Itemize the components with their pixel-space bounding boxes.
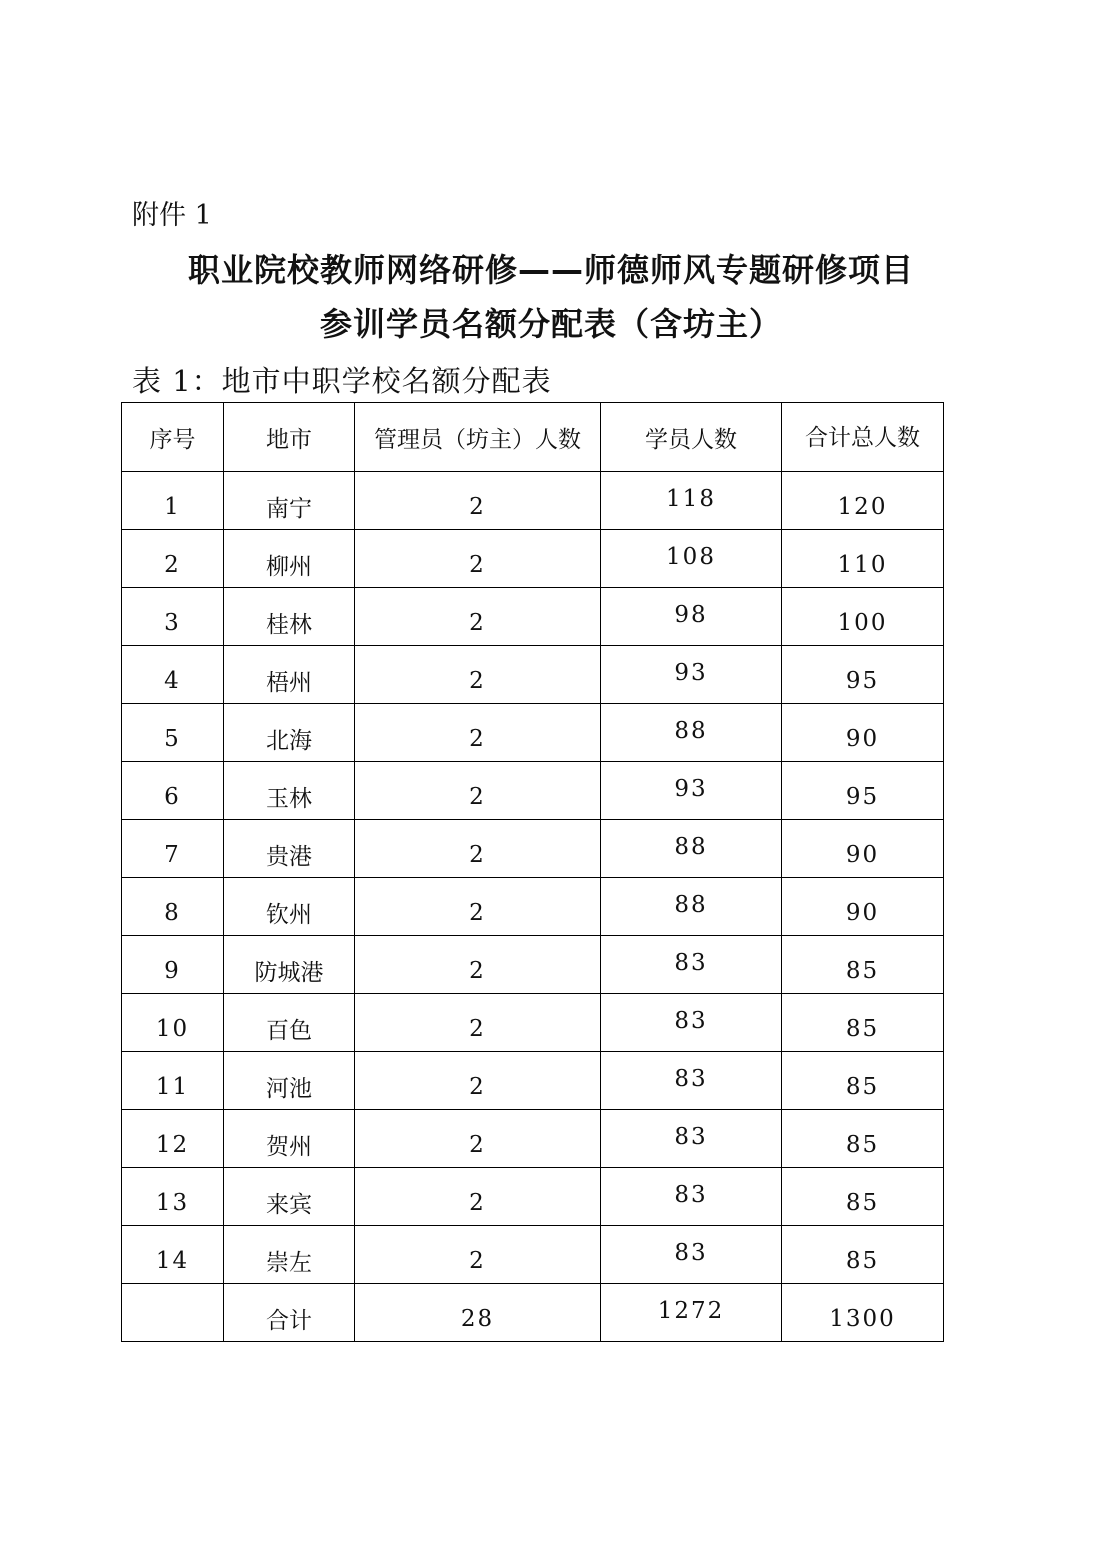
cell-student-count: 83	[601, 1226, 782, 1284]
cell-total-count: 85	[782, 1110, 944, 1168]
cell-total-count: 85	[782, 1226, 944, 1284]
cell-city: 柳州	[224, 530, 355, 588]
table-row	[122, 936, 944, 994]
cell-student-count: 98	[601, 588, 782, 646]
cell-serial-number: 13	[122, 1168, 224, 1226]
cell-student-count: 118	[601, 472, 782, 530]
table-row	[122, 820, 944, 878]
cell-serial-number	[122, 1284, 224, 1342]
cell-city: 北海	[224, 704, 355, 762]
cell-student-count: 88	[601, 878, 782, 936]
cell-total-count: 120	[782, 472, 944, 530]
cell-serial-number: 7	[122, 820, 224, 878]
cell-city: 合计	[224, 1284, 355, 1342]
cell-admin-count: 2	[355, 1226, 601, 1284]
cell-city: 崇左	[224, 1226, 355, 1284]
attachment-label: 附件 1	[132, 200, 212, 231]
cell-total-count: 90	[782, 878, 944, 936]
table-row	[122, 1168, 944, 1226]
cell-city: 钦州	[224, 878, 355, 936]
cell-serial-number: 4	[122, 646, 224, 704]
document-title-line2: 参训学员名额分配表（含坊主）	[319, 305, 782, 343]
cell-serial-number: 1	[122, 472, 224, 530]
cell-admin-count: 2	[355, 1052, 601, 1110]
table-row	[122, 530, 944, 588]
header-student-count: 学员人数	[601, 403, 782, 472]
cell-admin-count: 2	[355, 762, 601, 820]
table-row	[122, 1052, 944, 1110]
cell-total-count: 90	[782, 820, 944, 878]
cell-student-count: 93	[601, 762, 782, 820]
cell-admin-count: 2	[355, 1110, 601, 1168]
cell-admin-count: 2	[355, 820, 601, 878]
cell-student-count: 83	[601, 1168, 782, 1226]
header-city: 地市	[224, 403, 355, 472]
cell-serial-number: 2	[122, 530, 224, 588]
table-caption: 表 1：地市中职学校名额分配表	[132, 364, 552, 398]
cell-total-count: 95	[782, 646, 944, 704]
cell-student-count: 108	[601, 530, 782, 588]
cell-serial-number: 6	[122, 762, 224, 820]
cell-city: 梧州	[224, 646, 355, 704]
cell-admin-count: 2	[355, 936, 601, 994]
cell-student-count: 83	[601, 1052, 782, 1110]
cell-total-count: 90	[782, 704, 944, 762]
table-body	[122, 472, 944, 1342]
table-row	[122, 994, 944, 1052]
cell-student-count: 83	[601, 994, 782, 1052]
document-title-line1: 职业院校教师网络研修——师德师风专题研修项目	[187, 251, 914, 289]
cell-total-count: 95	[782, 762, 944, 820]
cell-city: 贵港	[224, 820, 355, 878]
cell-student-count: 88	[601, 704, 782, 762]
cell-admin-count: 2	[355, 472, 601, 530]
table-row	[122, 472, 944, 530]
cell-city: 百色	[224, 994, 355, 1052]
cell-admin-count: 2	[355, 646, 601, 704]
table-row	[122, 1110, 944, 1168]
table-row	[122, 704, 944, 762]
cell-city: 防城港	[224, 936, 355, 994]
table-row	[122, 1226, 944, 1284]
header-serial-number: 序号	[122, 403, 224, 472]
cell-total-count: 100	[782, 588, 944, 646]
cell-admin-count: 2	[355, 704, 601, 762]
cell-admin-count: 2	[355, 878, 601, 936]
cell-student-count: 93	[601, 646, 782, 704]
table-row	[122, 878, 944, 936]
cell-city: 玉林	[224, 762, 355, 820]
table-row	[122, 762, 944, 820]
cell-serial-number: 14	[122, 1226, 224, 1284]
table-total-row	[122, 1284, 944, 1342]
cell-total-count: 110	[782, 530, 944, 588]
cell-student-count: 1272	[601, 1284, 782, 1342]
cell-admin-count: 2	[355, 530, 601, 588]
cell-total-count: 1300	[782, 1284, 944, 1342]
cell-student-count: 88	[601, 820, 782, 878]
cell-total-count: 85	[782, 936, 944, 994]
cell-serial-number: 5	[122, 704, 224, 762]
cell-serial-number: 12	[122, 1110, 224, 1168]
cell-city: 南宁	[224, 472, 355, 530]
cell-admin-count: 2	[355, 994, 601, 1052]
header-admin-count: 管理员（坊主）人数	[355, 403, 601, 472]
cell-student-count: 83	[601, 1110, 782, 1168]
quota-table	[121, 402, 944, 1342]
cell-city: 来宾	[224, 1168, 355, 1226]
cell-serial-number: 9	[122, 936, 224, 994]
cell-total-count: 85	[782, 1168, 944, 1226]
cell-admin-count: 2	[355, 1168, 601, 1226]
cell-serial-number: 11	[122, 1052, 224, 1110]
cell-serial-number: 3	[122, 588, 224, 646]
cell-serial-number: 8	[122, 878, 224, 936]
table-row	[122, 588, 944, 646]
cell-student-count: 83	[601, 936, 782, 994]
table-header-row	[122, 403, 944, 472]
cell-admin-count: 28	[355, 1284, 601, 1342]
header-total-count: 合计总人数	[782, 403, 944, 472]
cell-city: 河池	[224, 1052, 355, 1110]
cell-total-count: 85	[782, 1052, 944, 1110]
cell-total-count: 85	[782, 994, 944, 1052]
table-row	[122, 646, 944, 704]
cell-city: 桂林	[224, 588, 355, 646]
cell-admin-count: 2	[355, 588, 601, 646]
cell-serial-number: 10	[122, 994, 224, 1052]
cell-city: 贺州	[224, 1110, 355, 1168]
